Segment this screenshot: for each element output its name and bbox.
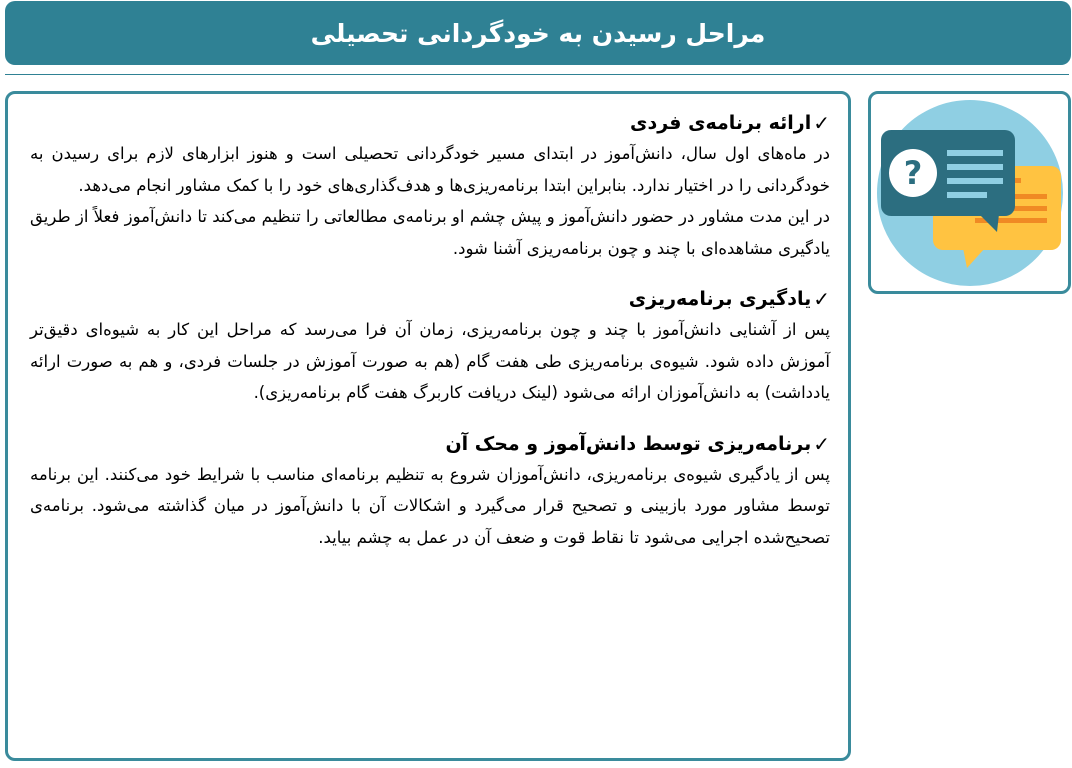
section-heading-text: برنامه‌ریزی توسط دانش‌آموز و محک آن: [445, 432, 812, 455]
illustration-panel: [868, 91, 1071, 294]
section-heading: [30, 284, 830, 314]
section-paragraph: پس از یادگیری شیوه‌ی برنامه‌ریزی، دانش‌آموزان شروع به تنظیم برنامه‌ای مناسب با شرایط خود می‌کنند. این برنامه توسط مشاور مورد بازبینی و تصحیح قرار می‌گیرد و اشکالات آن با دانش‌آموز در میان گذاشته می‌شود. برنامه‌ی تصحیح‌شده اجرایی می‌شود تا نقاط قوت و ضعف آن در عمل به چشم بیاید.: [30, 464, 830, 547]
question-chat-bubbles-icon: [875, 98, 1065, 288]
section-heading: [30, 429, 830, 459]
svg-text:?: ?: [903, 153, 922, 192]
check-icon: ✓: [813, 111, 830, 135]
section-paragraph: پس از آشنایی دانش‌آموز با چند و چون برنامه‌ریزی، زمان آن فرا می‌رسد که مراحل این کار به شیوه‌ای دقیق‌تر آموزش داده شود. شیوه‌ی برنامه‌ریزی طی هفت گام (هم به صورت آموزش در جلسات فردی، و هم به صورت ارائه یادداشت) به دانش‌آموزان ارائه می‌شود (لینک دریافت کاربرگ هفت گام برنامه‌ریزی).: [30, 320, 830, 402]
section-heading-text: یادگیری برنامه‌ریزی: [628, 288, 812, 310]
section-student-planning: [30, 429, 830, 554]
section-individual-plan: [30, 108, 830, 264]
check-icon: ✓: [813, 287, 830, 311]
content-panel: [5, 91, 851, 761]
section-heading-text: ارائه برنامه‌ی فردی: [630, 112, 812, 134]
section-paragraph: در ماه‌های اول سال، دانش‌آموز در ابتدای مسیر خودگردانی تحصیلی است و هنوز ابزارهای لازم برای رسیدن به خودگردانی را در اختیار ندارد. بنابراین ابتدا برنامه‌ریزی‌ها و هدف‌گذاری‌های خود را با کمک مشاور انجام می‌دهد.: [30, 144, 830, 195]
section-paragraph: در این مدت مشاور در حضور دانش‌آموز و پیش چشم او برنامه‌ی مطالعاتی را تنظیم می‌کند تا دانش‌آموز فعلاً از طریق یادگیری مشاهده‌ای با چند و چون برنامه‌ریزی آشنا شود.: [30, 207, 830, 258]
section-heading: [30, 108, 830, 138]
page-header: [5, 1, 1071, 65]
header-divider: [5, 74, 1069, 75]
check-icon: ✓: [813, 431, 830, 456]
section-learning-planning: [30, 284, 830, 409]
page-title: مراحل رسیدن به خودگردانی تحصیلی: [310, 18, 766, 48]
